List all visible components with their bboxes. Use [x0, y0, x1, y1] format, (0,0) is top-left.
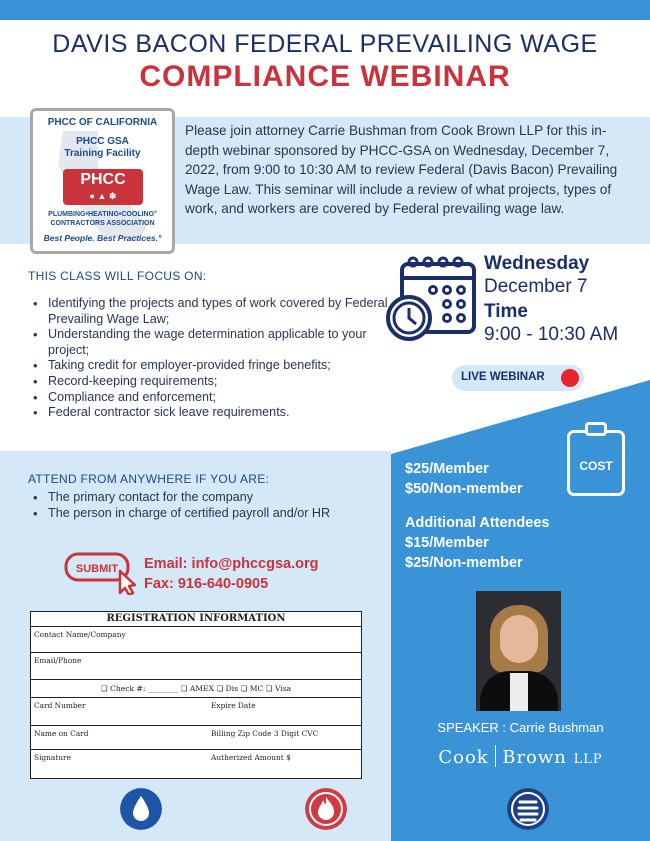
contact-email[interactable]: Email: info@phccgsa.org [144, 556, 319, 572]
firm-separator [495, 745, 497, 767]
intro-text: Please join attorney Carrie Bushman from Cook Brown LLP for this in-depth webinar sponsored by PHCC-GSA on Wednesday, December 7, 2022, from 9:00 to 10:30 AM to review Federal (Davis Bacon) Prevailing Wage Law. This seminar will include a review of what projects, types of work, and workers are covered by Federal prevailing wage law. [185, 123, 618, 216]
top-bar [0, 0, 650, 20]
member-fee: $25/Member [405, 461, 489, 477]
time-label: Time [484, 301, 529, 322]
signature-label: Signature [34, 753, 71, 762]
water-drop-icon [120, 788, 162, 830]
calendar-clock-icon [385, 254, 480, 349]
webinar-time: 9:00 - 10:30 AM [484, 324, 619, 345]
logo-tagline: Best People. Best Practices.° [43, 233, 162, 243]
badge-text: PHCC [80, 171, 126, 188]
page-subtitle: COMPLIANCE WEBINAR [139, 60, 511, 93]
speaker-photo [476, 591, 561, 711]
assoc-line2: CONTRACTORS ASSOCIATION [50, 220, 155, 227]
cooling-coil-icon [507, 788, 549, 830]
submit-label: SUBMIT [75, 563, 119, 575]
list-item: • The primary contact for the company [30, 490, 385, 506]
clipboard-tab [585, 422, 607, 436]
firm-suffix: LLP [573, 752, 603, 767]
payment-method-row[interactable] [31, 680, 361, 698]
list-item: • Record-keeping requirements; [30, 374, 395, 390]
contact-fax: Fax: 916-640-0905 [144, 576, 269, 592]
page-title: DAVIS BACON FEDERAL PREVAILING WAGE [52, 30, 598, 58]
additional-heading: Additional Attendees [405, 515, 550, 531]
focus-list [30, 296, 395, 421]
billing-zip-label: Billing Zip Code 3 Digit CVC [211, 729, 319, 738]
attend-list [30, 490, 385, 521]
speaker-label: SPEAKER : Carrie Bushman [437, 720, 604, 735]
logo-training: Training Facility [64, 148, 141, 159]
submit-cursor-icon [64, 551, 136, 595]
base-fees [405, 459, 523, 499]
card-number-label: Card Number [34, 701, 86, 710]
assoc-line1: PLUMBING•HEATING•COOLING° [48, 211, 157, 218]
contact-name-label: Contact Name/Company [34, 630, 126, 639]
focus-heading: THIS CLASS WILL FOCUS ON: [28, 269, 207, 283]
flame-icon [305, 788, 347, 830]
list-item: • Compliance and enforcement; [30, 390, 395, 406]
photo-shirt [510, 673, 528, 711]
phcc-badge [63, 169, 143, 205]
list-item: • The person in charge of certified payroll and/or HR [30, 506, 385, 522]
attend-heading: ATTEND FROM ANYWHERE IF YOU ARE: [28, 472, 270, 486]
webinar-date: December 7 [484, 276, 588, 297]
name-on-card-label: Name on Card [34, 729, 89, 738]
additional-fees [405, 513, 549, 573]
clipboard-icon [565, 420, 627, 498]
contact-name-field[interactable] [31, 627, 361, 653]
cook-brown-logo [391, 745, 650, 768]
name-on-card-field[interactable] [31, 726, 361, 750]
badge-drops-icon: ● ▲ ❄ [89, 191, 117, 201]
list-item: • Federal contractor sick leave requirements. [30, 405, 395, 421]
additional-member-fee: $15/Member [405, 535, 489, 551]
non-member-fee: $50/Non-member [405, 481, 523, 497]
webinar-day: Wednesday [484, 253, 590, 274]
live-dot-icon [561, 369, 579, 387]
logo-facility [33, 136, 172, 160]
phcc-logo [30, 108, 175, 254]
logo-gsa: PHCC GSA [76, 136, 129, 147]
firm-name-2: Brown [502, 747, 567, 768]
list-item: • Understanding the wage determination applicable to your project; [30, 327, 395, 358]
email-phone-field[interactable] [31, 653, 361, 680]
cost-label: COST [579, 459, 613, 473]
additional-non-member-fee: $25/Non-member [405, 555, 523, 571]
form-heading: REGISTRATION INFORMATION [31, 612, 361, 627]
live-webinar-badge [452, 365, 584, 391]
logo-org-name: PHCC OF CALIFORNIA [47, 117, 158, 128]
card-number-field[interactable] [31, 698, 361, 726]
live-webinar-label: LIVE WEBINAR [461, 371, 545, 383]
signature-field[interactable] [31, 750, 361, 777]
logo-association [33, 210, 172, 228]
payment-options: ❏ Check #: ________ ❏ AMEX ❏ Dis ❏ MC ❏ Visa [100, 684, 292, 693]
list-item: • Taking credit for employer-provided fringe benefits; [30, 358, 395, 374]
email-phone-label: Email/Phone [34, 656, 82, 665]
registration-form [30, 611, 362, 779]
expire-date-label: Expire Date [211, 701, 256, 710]
photo-face [500, 615, 538, 663]
authorized-amount-label: Autherized Amount $ [211, 753, 291, 762]
list-item: • Identifying the projects and types of work covered by Federal Prevailing Wage Law; [30, 296, 395, 327]
firm-name-1: Cook [438, 747, 489, 768]
